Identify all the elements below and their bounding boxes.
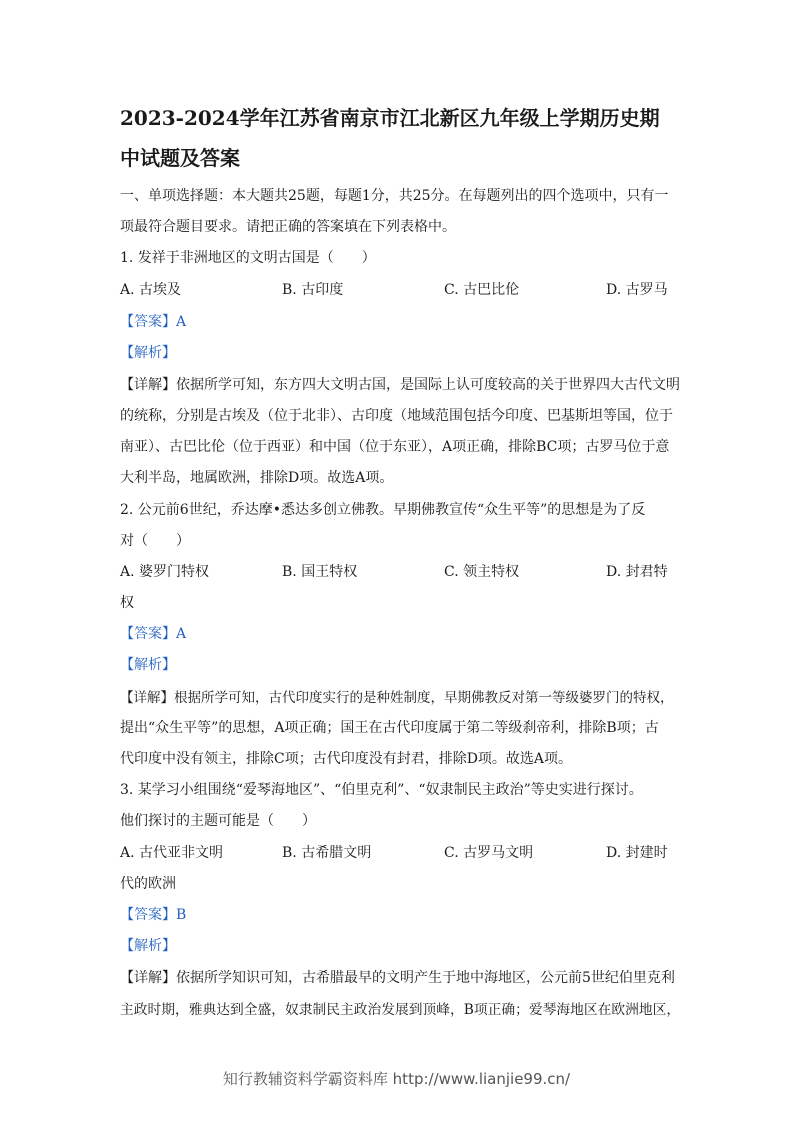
q3-detail-line-1: 【详解】依据所学知识可知，古希腊最早的文明产生于地中海地区，公元前5世纪伯里克利 bbox=[120, 970, 675, 986]
q2-detail-line-2: 提出“众生平等”的思想，A项正确；国王在古代印度属于第二等级刹帝利，排除B项；古 bbox=[120, 720, 659, 736]
q1-option-b: B. 古印度 bbox=[282, 282, 344, 298]
q2-option-d: D. 封君特 bbox=[606, 564, 668, 580]
q1-option-a: A. 古埃及 bbox=[120, 282, 182, 298]
q2-detail-line-3: 代印度中没有领主，排除C项；古代印度没有封君，排除D项。故选A项。 bbox=[120, 751, 573, 767]
question-1-stem: 1. 发祥于非洲地区的文明古国是（ ） bbox=[120, 250, 376, 266]
q1-detail-line-2: 的统称，分别是古埃及（位于北非）、古印度（地域范围包括今印度、巴基斯坦等国，位于 bbox=[120, 408, 673, 424]
q2-option-a: A. 婆罗门特权 bbox=[120, 564, 210, 580]
q3-option-a: A. 古代亚非文明 bbox=[120, 845, 224, 861]
q2-option-c: C. 领主特权 bbox=[444, 564, 520, 580]
q2-detail-line-1: 【详解】根据所学可知，古代印度实行的是种姓制度，早期佛教反对第一等级婆罗门的特权， bbox=[120, 690, 674, 706]
q2-analysis-label: 【解析】 bbox=[120, 657, 176, 673]
q3-option-c: C. 古罗马文明 bbox=[444, 845, 534, 861]
q3-option-d-wrap: 代的欧洲 bbox=[120, 876, 176, 892]
q1-option-c: C. 古巴比伦 bbox=[444, 282, 520, 298]
question-2-stem-line-1: 2. 公元前6世纪，乔达摩•悉达多创立佛教。早期佛教宣传“众生平等”的思想是为了反 bbox=[120, 502, 646, 518]
section-intro-line-2: 项最符合题目要求。请把正确的答案填在下列表格中。 bbox=[120, 219, 456, 235]
q1-detail-line-1: 【详解】依据所学可知，东方四大文明古国，是国际上认可度较高的关于世界四大古代文明 bbox=[120, 377, 680, 393]
q2-option-d-wrap: 权 bbox=[120, 595, 134, 611]
question-3-stem-line-1: 3. 某学习小组围绕“爱琴海地区”、“伯里克利”、“奴隶制民主政治”等史实进行探讨。 bbox=[120, 782, 643, 798]
q1-detail-line-4: 大利半岛，地属欧洲，排除D项。故选A项。 bbox=[120, 470, 394, 486]
q3-detail-line-2: 主政时期，雅典达到全盛，奴隶制民主政治发展到顶峰，B项正确；爱琴海地区在欧洲地区， bbox=[120, 1002, 681, 1018]
q3-answer: 【答案】B bbox=[120, 907, 187, 923]
question-3-stem-line-2: 他们探讨的主题可能是（ ） bbox=[120, 813, 316, 829]
q1-option-d: D. 古罗马 bbox=[606, 282, 668, 298]
page-footer-watermark: 知行教辅资料学霸资料库 http://www.lianjie99.cn/ bbox=[222, 1070, 571, 1088]
title-line-1: 2023-2024学年江苏省南京市江北新区九年级上学期历史期 bbox=[120, 106, 660, 130]
document-title bbox=[120, 98, 680, 178]
q3-option-d: D. 封建时 bbox=[606, 845, 668, 861]
question-2-stem-line-2: 对（ ） bbox=[120, 533, 190, 549]
q3-analysis-label: 【解析】 bbox=[120, 938, 176, 954]
section-intro-line-1: 一、单项选择题：本大题共25题，每题1分，共25分。在每题列出的四个选项中，只有一 bbox=[120, 188, 669, 204]
q2-answer: 【答案】A bbox=[120, 626, 187, 642]
q1-answer: 【答案】A bbox=[120, 314, 187, 330]
q3-option-b: B. 古希腊文明 bbox=[282, 845, 372, 861]
q1-detail-line-3: 南亚）、古巴比伦（位于西亚）和中国（位于东亚），A项正确，排除BC项；古罗马位于意 bbox=[120, 439, 670, 455]
title-line-2: 中试题及答案 bbox=[120, 146, 240, 170]
q2-option-b: B. 国王特权 bbox=[282, 564, 358, 580]
q1-analysis-label: 【解析】 bbox=[120, 345, 176, 361]
